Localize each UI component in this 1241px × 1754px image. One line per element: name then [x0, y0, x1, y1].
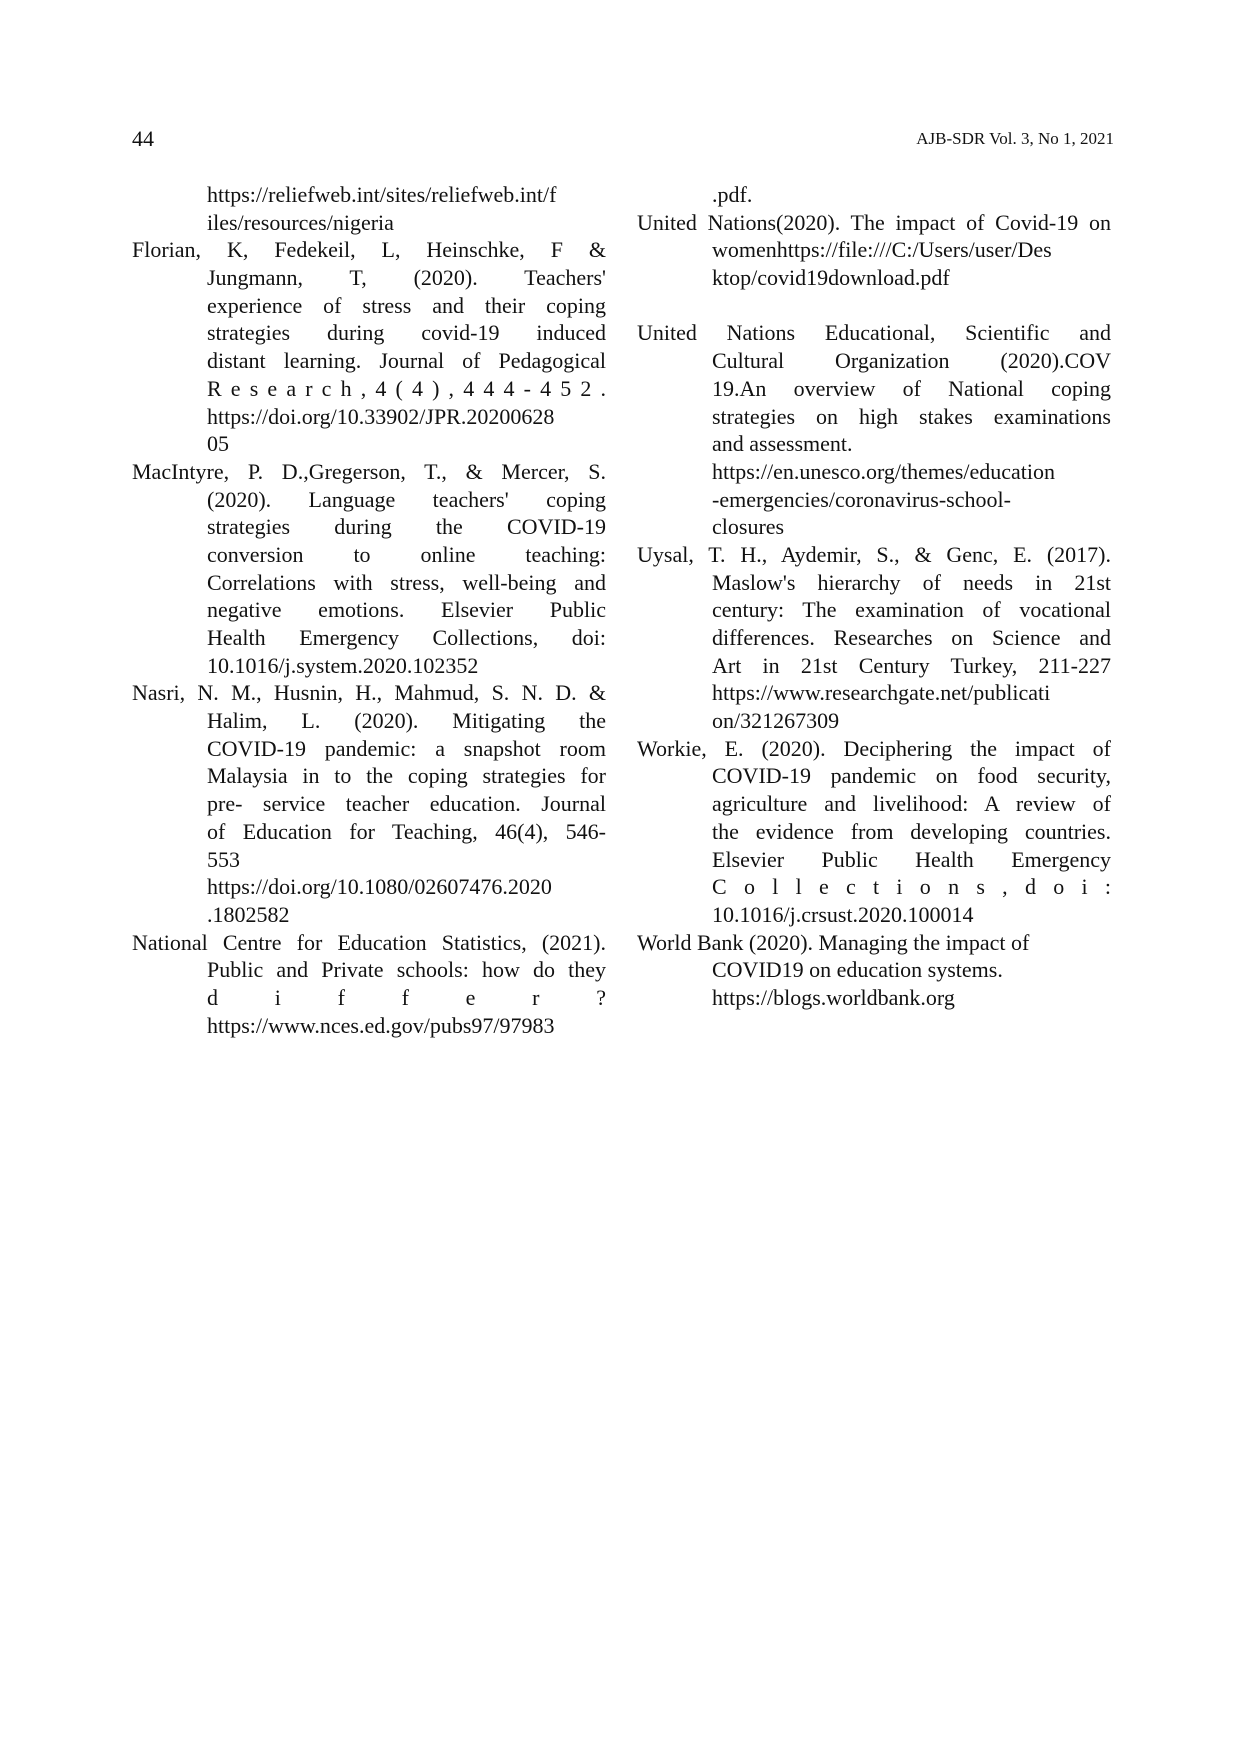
reference-first-line: https://reliefweb.int/sites/reliefweb.int/f	[207, 182, 557, 207]
reference-line: C o l l e c t i o n s , d o i :	[712, 874, 1111, 900]
reference-line: and assessment.	[712, 431, 853, 457]
reference-line: strategies on high stakes examinations	[712, 403, 1111, 429]
reference-spacer	[637, 292, 1111, 320]
reference-line: d i f f e r ?	[207, 984, 606, 1010]
reference-first-line: United Nations Educational, Scientific and	[637, 320, 1111, 346]
reference-first-line: National Centre for Education Statistics, (2021).	[132, 929, 606, 955]
reference-line: https://www.researchgate.net/publicati	[712, 680, 1051, 706]
reference-entry	[637, 541, 1111, 735]
page-number: 44	[132, 126, 154, 151]
reference-line: closures	[712, 514, 785, 540]
reference-line: differences. Researches on Science and	[712, 625, 1111, 650]
reference-line: R e s e a r c h , 4 ( 4 ) , 4 4 4 - 4 5 2 .	[207, 375, 606, 401]
reference-entry	[637, 735, 1111, 929]
reference-line: Halim, L. (2020). Mitigating the	[207, 708, 606, 734]
references-right-column	[637, 181, 1111, 1012]
reference-first-line: United Nations(2020). The impact of Covid-19 on	[637, 209, 1111, 235]
reference-line: 19.An overview of National coping	[712, 375, 1111, 401]
reference-line: Maslow's hierarchy of needs in 21st	[712, 569, 1111, 595]
reference-line: COVID-19 pandemic on food security,	[712, 763, 1111, 789]
reference-line: -emergencies/coronavirus-school-	[712, 486, 1011, 512]
reference-line: experience of stress and their coping	[207, 292, 606, 318]
reference-line: COVID-19 pandemic: a snapshot room	[207, 735, 606, 761]
reference-line: pre- service teacher education. Journal	[207, 791, 606, 817]
reference-first-line: Florian, K, Fedekeil, L, Heinschke, F &	[132, 237, 606, 263]
reference-line: Art in 21st Century Turkey, 211-227	[712, 652, 1111, 678]
reference-entry	[132, 236, 606, 458]
reference-first-line: Workie, E. (2020). Deciphering the impact of	[637, 735, 1111, 761]
reference-line: on/321267309	[712, 708, 840, 734]
reference-first-line: Nasri, N. M., Husnin, H., Mahmud, S. N. D. &	[132, 680, 606, 706]
reference-entry	[132, 181, 606, 236]
reference-entry	[637, 929, 1111, 1012]
reference-line: strategies during covid-19 induced	[207, 320, 606, 346]
reference-line: iles/resources/nigeria	[207, 209, 394, 235]
reference-line: century: The examination of vocational	[712, 597, 1111, 623]
reference-line: 05	[207, 431, 229, 457]
reference-line: https://www.nces.ed.gov/pubs97/97983	[207, 1012, 555, 1038]
reference-line: distant learning. Journal of Pedagogical	[207, 348, 606, 374]
reference-entry	[132, 929, 606, 1040]
reference-line: Correlations with stress, well-being and	[207, 569, 606, 595]
reference-line: .1802582	[207, 901, 290, 927]
references-left-column	[132, 181, 606, 1039]
reference-line: 10.1016/j.crsust.2020.100014	[712, 901, 974, 927]
reference-first-line: Uysal, T. H., Aydemir, S., & Genc, E. (2017).	[637, 541, 1111, 567]
reference-first-line: .pdf.	[712, 182, 753, 207]
reference-line: https://blogs.worldbank.org	[712, 984, 955, 1010]
reference-entry	[132, 679, 606, 928]
reference-entry	[637, 181, 1111, 209]
reference-entry	[637, 209, 1111, 292]
reference-line: the evidence from developing countries.	[712, 818, 1111, 844]
reference-line: womenhttps://file:///C:/Users/user/Des	[712, 237, 1052, 263]
reference-line: Malaysia in to the coping strategies for	[207, 763, 606, 789]
reference-entry	[132, 458, 606, 680]
reference-line: https://en.unesco.org/themes/education	[712, 458, 1055, 484]
reference-line: Elsevier Public Health Emergency	[712, 846, 1111, 872]
reference-line: agriculture and livelihood: A review of	[712, 791, 1111, 817]
reference-line: Public and Private schools: how do they	[207, 957, 606, 983]
reference-line: negative emotions. Elsevier Public	[207, 597, 606, 623]
reference-line: https://doi.org/10.33902/JPR.20200628	[207, 403, 555, 429]
reference-line: Jungmann, T, (2020). Teachers'	[207, 265, 606, 291]
reference-line: conversion to online teaching:	[207, 541, 606, 567]
reference-line: 553	[207, 846, 240, 872]
running-head: AJB-SDR Vol. 3, No 1, 2021	[916, 129, 1114, 148]
reference-first-line: MacIntyre, P. D.,Gregerson, T., & Mercer, S.	[132, 458, 606, 484]
reference-line: (2020). Language teachers' coping	[207, 486, 606, 512]
reference-line: Health Emergency Collections, doi:	[207, 625, 606, 650]
reference-line: ktop/covid19download.pdf	[712, 265, 950, 291]
reference-entry	[637, 319, 1111, 541]
reference-line: Cultural Organization (2020).COV	[712, 348, 1111, 374]
reference-line: strategies during the COVID-19	[207, 514, 606, 540]
reference-line: COVID19 on education systems.	[712, 957, 1003, 983]
reference-first-line: World Bank (2020). Managing the impact of	[637, 929, 1030, 955]
reference-line: of Education for Teaching, 46(4), 546-	[207, 818, 606, 844]
reference-line: 10.1016/j.system.2020.102352	[207, 652, 479, 678]
reference-line: https://doi.org/10.1080/02607476.2020	[207, 874, 552, 900]
